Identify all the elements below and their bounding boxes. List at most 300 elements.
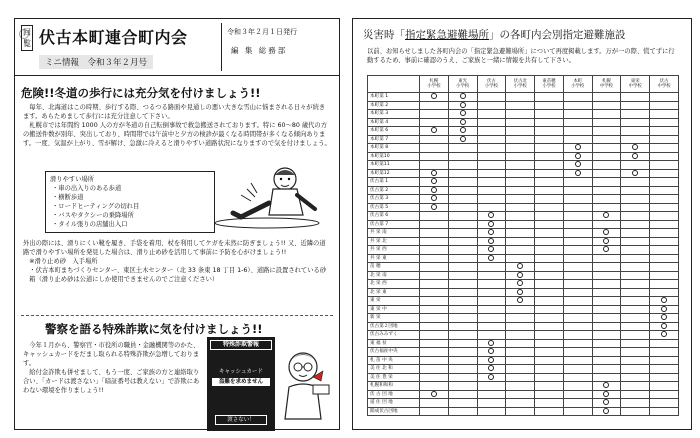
column-header-line: 小学校 [427, 84, 441, 89]
shelter-cell [477, 229, 506, 238]
association-name: 伏古みみずく [368, 331, 420, 340]
shelter-cell [592, 399, 621, 408]
table-row [368, 93, 679, 102]
association-name: 苗 穂 [368, 263, 420, 272]
shelter-cell [506, 297, 535, 306]
shelter-cell [621, 271, 650, 280]
shelter-cell [506, 144, 535, 153]
editorial-dept: 編 集 総務部 [231, 46, 288, 55]
shelter-cell [448, 195, 477, 204]
table-row [368, 382, 679, 391]
shelter-cell [535, 93, 564, 102]
shelter-cell [592, 178, 621, 187]
designated-mark-icon [575, 170, 581, 176]
shelter-cell [448, 220, 477, 229]
shelter-cell [506, 169, 535, 178]
column-header-line: 伏古北 [513, 78, 527, 84]
shelter-cell [621, 365, 650, 374]
table-row [368, 229, 679, 238]
shelter-cell [592, 280, 621, 289]
shelter-cell [506, 178, 535, 187]
association-name: 本町第10 [368, 152, 420, 161]
shelter-cell [477, 195, 506, 204]
shelter-cell [563, 186, 592, 195]
designated-mark-icon [488, 340, 494, 346]
article2-body [23, 341, 205, 395]
shelter-cell [650, 127, 679, 136]
shelter-cell [563, 314, 592, 323]
slippery-places-box [45, 171, 215, 233]
shelter-cell [592, 263, 621, 272]
evacuation-table-title [363, 27, 626, 42]
shelter-cell [535, 339, 564, 348]
shelter-cell [535, 152, 564, 161]
shelter-cell [563, 288, 592, 297]
shelter-cell [535, 195, 564, 204]
association-name: 共 栄 西 [368, 246, 420, 255]
shelter-cell [506, 331, 535, 340]
shelter-cell [592, 271, 621, 280]
shelter-cell [592, 229, 621, 238]
newsletter-left-page [14, 18, 340, 430]
shelter-cell [621, 263, 650, 272]
designated-mark-icon [603, 391, 609, 397]
shelter-cell [592, 152, 621, 161]
shelter-cell [535, 203, 564, 212]
shelter-cell [477, 110, 506, 119]
shelter-cell [506, 288, 535, 297]
shelter-cell [420, 280, 449, 289]
poster-warning: 盗難を求めません [212, 378, 270, 386]
shelter-cell [448, 254, 477, 263]
shelter-cell [506, 399, 535, 408]
association-name: 東 栄 中 [368, 305, 420, 314]
shelter-cell [477, 365, 506, 374]
shelter-cell [563, 135, 592, 144]
poster-bottom: 渡さない！ [215, 415, 267, 425]
association-name: 伏古第 5 [368, 203, 420, 212]
table-row [368, 271, 679, 280]
shelter-cell [621, 220, 650, 229]
association-name: 伏古第２団地 [368, 322, 420, 331]
shelter-cell [650, 229, 679, 238]
shelter-cell [621, 127, 650, 136]
designated-mark-icon [661, 297, 667, 303]
association-name: 本町第 6 [368, 127, 420, 136]
shelter-cell [477, 186, 506, 195]
shelter-cell [506, 118, 535, 127]
shelter-cell [420, 186, 449, 195]
shelter-cell [420, 339, 449, 348]
table-row [368, 118, 679, 127]
table-row [368, 212, 679, 221]
designated-mark-icon [603, 238, 609, 244]
shelter-cell [650, 390, 679, 399]
shelter-cell [448, 169, 477, 178]
shelter-cell [448, 382, 477, 391]
designated-mark-icon [603, 212, 609, 218]
table-row [368, 314, 679, 323]
table-row [368, 399, 679, 408]
shelter-cell [621, 203, 650, 212]
shelter-cell [650, 271, 679, 280]
shelter-cell [535, 348, 564, 357]
shelter-cell [448, 399, 477, 408]
evacuation-table [367, 75, 679, 416]
shelter-cell [477, 237, 506, 246]
shelter-cell [448, 373, 477, 382]
shelter-cell [592, 314, 621, 323]
shelter-cell [535, 254, 564, 263]
association-name: 北 栄 南 [368, 271, 420, 280]
table-row [368, 195, 679, 204]
shelter-cell [592, 297, 621, 306]
shelter-cell [535, 237, 564, 246]
association-name: 本町第 1 [368, 93, 420, 102]
shelter-cell [563, 263, 592, 272]
designated-mark-icon [431, 204, 437, 210]
shelter-cell [592, 305, 621, 314]
designated-mark-icon [632, 170, 638, 176]
shelter-cell [563, 399, 592, 408]
shelter-cell [477, 212, 506, 221]
shelter-cell [535, 365, 564, 374]
evacuation-intro: 以前、お知らせしました各町内会の「指定緊急避難場所」について再度掲載します。万が一の際、慌てずに行動するため、事前に確認のうえ、ご家族と一緒に情報を共有して下さい。 [367, 48, 675, 64]
table-row [368, 186, 679, 195]
shelter-cell [535, 263, 564, 272]
shelter-cell [621, 305, 650, 314]
table-row [368, 297, 679, 306]
shelter-cell [420, 331, 449, 340]
shelter-cell [420, 212, 449, 221]
shelter-cell [535, 314, 564, 323]
shelter-cell [448, 305, 477, 314]
association-name: 本町第 3 [368, 110, 420, 119]
shelter-cell [420, 229, 449, 238]
shelter-cell [448, 229, 477, 238]
shelter-cell [650, 161, 679, 170]
shelter-cell [650, 169, 679, 178]
table-row [368, 135, 679, 144]
shelter-cell [592, 161, 621, 170]
shelter-cell [420, 322, 449, 331]
shelter-cell [506, 127, 535, 136]
designated-mark-icon [431, 178, 437, 184]
designated-mark-icon [517, 297, 523, 303]
shelter-cell [448, 407, 477, 416]
issue-label: ミニ情報 令和３年２月号 [39, 55, 153, 69]
shelter-cell [420, 356, 449, 365]
article1-body [23, 103, 331, 148]
table-row [368, 331, 679, 340]
association-name: 伏古第 3 [368, 195, 420, 204]
shelter-cell [592, 373, 621, 382]
poster-card-text: キャッシュカード [219, 369, 263, 375]
shelter-cell [448, 348, 477, 357]
shelter-cell [477, 161, 506, 170]
article2-paragraph: 今年１月から、警察官・市役所の職員・金融機関等のかた、キャッシュカードをだまし取られる特殊詐欺が急増しております。 [23, 342, 200, 367]
shelter-cell [621, 399, 650, 408]
column-header-school [592, 76, 621, 93]
column-header-line: 東苗穂 [542, 78, 556, 84]
association-name: 伏古第 7 [368, 220, 420, 229]
shelter-cell [621, 382, 650, 391]
shelter-cell [506, 390, 535, 399]
shelter-cell [563, 178, 592, 187]
shelter-cell [448, 263, 477, 272]
table-row [368, 322, 679, 331]
shelter-cell [592, 212, 621, 221]
shelter-cell [420, 178, 449, 187]
table-header-row [368, 76, 679, 93]
column-header-school [621, 76, 650, 93]
shelter-cell [477, 135, 506, 144]
column-header-line: 中学校 [628, 84, 642, 89]
shelter-cell [650, 186, 679, 195]
shelter-cell [477, 339, 506, 348]
box-item: ・ 車の出入りのある歩道 [60, 184, 210, 193]
shelter-cell [592, 331, 621, 340]
designated-mark-icon [460, 127, 466, 133]
designated-mark-icon [603, 408, 609, 414]
shelter-cell [420, 407, 449, 416]
column-header-line: 札幌 [602, 78, 611, 84]
shelter-cell [477, 101, 506, 110]
shelter-cell [448, 288, 477, 297]
column-header-school [535, 76, 564, 93]
shelter-cell [650, 246, 679, 255]
table-row [368, 373, 679, 382]
designated-mark-icon [661, 306, 667, 312]
shelter-cell [535, 297, 564, 306]
shelter-cell [563, 161, 592, 170]
shelter-cell [448, 101, 477, 110]
shelter-cell [592, 382, 621, 391]
association-name: 東 福 祉 [368, 339, 420, 348]
column-header-school [448, 76, 477, 93]
designated-mark-icon [488, 212, 494, 218]
designated-mark-icon [431, 170, 437, 176]
table-row [368, 110, 679, 119]
shelter-cell [477, 399, 506, 408]
shelter-cell [506, 348, 535, 357]
shelter-cell [448, 152, 477, 161]
shelter-cell [477, 263, 506, 272]
shelter-cell [535, 399, 564, 408]
shelter-cell [477, 220, 506, 229]
shelter-cell [650, 93, 679, 102]
shelter-cell [535, 331, 564, 340]
shelter-cell [506, 93, 535, 102]
association-name: 共 栄 北 [368, 237, 420, 246]
shelter-cell [506, 339, 535, 348]
shelter-cell [477, 93, 506, 102]
shelter-cell [650, 365, 679, 374]
designated-mark-icon [431, 391, 437, 397]
shelter-cell [621, 169, 650, 178]
newsletter-header [15, 19, 339, 76]
association-name: 伏 古 団 地 [368, 390, 420, 399]
table-row [368, 288, 679, 297]
column-header-line: 小学校 [542, 84, 556, 89]
shelter-cell [621, 161, 650, 170]
shelter-cell [477, 382, 506, 391]
shelter-cell [506, 254, 535, 263]
table-row [368, 152, 679, 161]
shelter-cell [506, 263, 535, 272]
shelter-cell [650, 297, 679, 306]
falling-person-illustration [211, 159, 323, 229]
shelter-cell [420, 305, 449, 314]
shelter-cell [448, 186, 477, 195]
shelter-cell [477, 118, 506, 127]
shelter-cell [506, 203, 535, 212]
association-name: 札 苗 中 央 [368, 356, 420, 365]
table-row [368, 339, 679, 348]
column-header-line: 中学校 [657, 84, 671, 89]
shelter-cell [535, 110, 564, 119]
association-name: 東 栄 [368, 297, 420, 306]
shelter-cell [448, 144, 477, 153]
shelter-cell [650, 220, 679, 229]
table-row [368, 280, 679, 289]
shelter-cell [563, 220, 592, 229]
shelter-cell [420, 152, 449, 161]
shelter-cell [535, 280, 564, 289]
association-name: 本町第 4 [368, 118, 420, 127]
shelter-cell [592, 135, 621, 144]
shelter-cell [506, 101, 535, 110]
shelter-cell [506, 135, 535, 144]
association-name: 伏古第 1 [368, 178, 420, 187]
shelter-cell [477, 144, 506, 153]
shelter-cell [448, 271, 477, 280]
shelter-cell [621, 118, 650, 127]
shelter-cell [477, 271, 506, 280]
designated-mark-icon [575, 144, 581, 150]
shelter-cell [448, 237, 477, 246]
shelter-cell [650, 263, 679, 272]
shelter-cell [477, 178, 506, 187]
shelter-cell [420, 390, 449, 399]
box-item: ・ バスやタクシーの乗降場所 [60, 211, 210, 220]
shelter-cell [535, 382, 564, 391]
shelter-cell [420, 271, 449, 280]
shelter-cell [592, 93, 621, 102]
shelter-cell [420, 382, 449, 391]
article1-paragraph: 外出の際には、滑りにくい靴を履き、手袋を着用、杖を利用してケガを未然に防ぎましょう!! 又、近隣の道路で滑りやすい場所を発見した場合は、滑り止め砂を活用して事前に予防を心がけましょう!! [23, 240, 326, 256]
shelter-cell [420, 195, 449, 204]
shelter-cell [650, 314, 679, 323]
shelter-cell [506, 212, 535, 221]
shelter-cell [650, 399, 679, 408]
table-row [368, 390, 679, 399]
table-row [368, 161, 679, 170]
shelter-cell [420, 127, 449, 136]
shelter-cell [621, 348, 650, 357]
shelter-cell [477, 348, 506, 357]
shelter-cell [448, 110, 477, 119]
table-row [368, 144, 679, 153]
designated-mark-icon [632, 153, 638, 159]
shelter-cell [506, 322, 535, 331]
designated-mark-icon [603, 399, 609, 405]
shelter-cell [621, 339, 650, 348]
table-row [368, 254, 679, 263]
shelter-cell [477, 407, 506, 416]
article-divider [21, 315, 333, 316]
shelter-cell [650, 212, 679, 221]
shelter-cell [563, 271, 592, 280]
shelter-cell [477, 373, 506, 382]
publication-title: 伏古本町連合町内会 [39, 28, 188, 47]
shelter-cell [563, 152, 592, 161]
designated-mark-icon [632, 144, 638, 150]
shelter-cell [650, 407, 679, 416]
shelter-cell [563, 246, 592, 255]
shelter-cell [477, 246, 506, 255]
table-row [368, 178, 679, 187]
shelter-cell [477, 390, 506, 399]
stamp-char-2: 覧 [23, 39, 31, 48]
shelter-cell [477, 288, 506, 297]
shelter-cell [420, 263, 449, 272]
shelter-cell [563, 212, 592, 221]
shelter-cell [448, 135, 477, 144]
shelter-cell [448, 161, 477, 170]
shelter-cell [535, 407, 564, 416]
table-row [368, 263, 679, 272]
shelter-cell [448, 365, 477, 374]
association-name: 北 栄 東 [368, 288, 420, 297]
shelter-cell [535, 212, 564, 221]
shelter-cell [592, 365, 621, 374]
association-name: 開成伏古団地 [368, 407, 420, 416]
issue-date: 令和３年２月１日発行 [227, 28, 297, 36]
shelter-cell [448, 203, 477, 212]
shelter-cell [650, 305, 679, 314]
designated-mark-icon [488, 374, 494, 380]
table-row [368, 365, 679, 374]
association-name: 本町第12 [368, 169, 420, 178]
designated-mark-icon [460, 119, 466, 125]
shelter-cell [535, 288, 564, 297]
shelter-cell [621, 288, 650, 297]
shelter-cell [563, 229, 592, 238]
column-header-line: 小学校 [513, 84, 527, 89]
designated-mark-icon [661, 314, 667, 320]
shelter-cell [621, 186, 650, 195]
column-header-school [563, 76, 592, 93]
shelter-cell [563, 254, 592, 263]
shelter-cell [506, 356, 535, 365]
column-header-line: 小学校 [456, 84, 470, 89]
column-header-line: 東光 [458, 78, 468, 84]
shelter-cell [535, 246, 564, 255]
shelter-cell [650, 144, 679, 153]
shelter-cell [420, 220, 449, 229]
shelter-cell [563, 356, 592, 365]
sand-location-label: ※滑り止め砂 入手場所 [29, 258, 98, 265]
shelter-cell [650, 288, 679, 297]
shelter-cell [420, 373, 449, 382]
shelter-cell [621, 237, 650, 246]
shelter-cell [506, 220, 535, 229]
shelter-cell [563, 322, 592, 331]
designated-mark-icon [575, 153, 581, 159]
association-name: 本町第 7 [368, 135, 420, 144]
shelter-cell [563, 203, 592, 212]
